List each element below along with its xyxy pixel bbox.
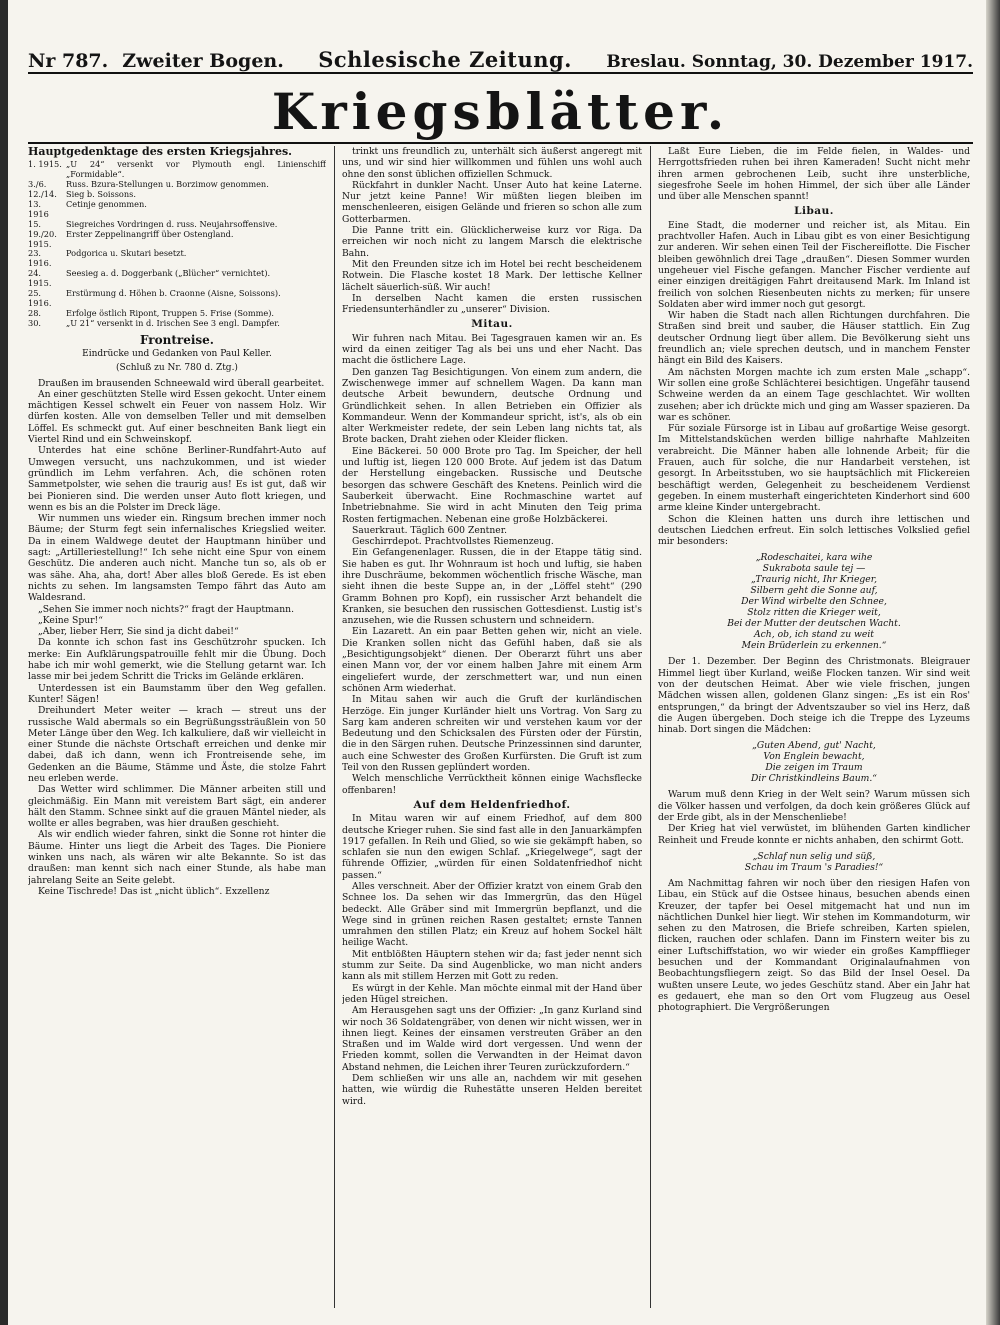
- col3-libau-body: [658, 220, 970, 548]
- chronicle-list: [28, 160, 326, 328]
- paragraph: In derselben Nacht kamen die ersten russischen Friedensunterhändler zu „unserer“ Division.: [342, 292, 642, 316]
- chronicle-entry: [28, 249, 326, 269]
- poem-lullaby: [658, 740, 970, 784]
- edition-label: Zweiter Bogen.: [122, 50, 284, 72]
- heading-libau: Libau.: [794, 205, 834, 218]
- poem-line: Ach, ob, ich stand zu weit: [754, 629, 874, 641]
- chronicle-text: Seesieg a. d. Doggerbank („Blücher“ vernichtet).: [66, 268, 271, 279]
- chronicle-text: Russ. Bzura-Stellungen u. Borzimow genommen.: [66, 179, 269, 190]
- paragraph: Sauerkraut. Täglich 600 Zentner.: [352, 524, 508, 536]
- article-body-frontreise: [28, 378, 326, 898]
- paragraph: Unterdes hat eine schöne Berliner-Rundfahrt-Auto auf Umwegen versucht, uns nachzukommen, und ist wieder gründlich im Lehm verfahren. Ach, die schönen roten Sammetpolster, wie sehen die traurig aus! Es ist gut, daß wir bei Pionieren sind. Die werden unser Auto flott kriegen, und wenn es bis an die Polster im Dreck läge.: [28, 445, 326, 513]
- article-byline: Eindrücke und Gedanken von Paul Keller.: [82, 349, 272, 359]
- col3-body-top: [658, 146, 970, 202]
- heading-heldenfriedhof: Auf dem Heldenfriedhof.: [413, 798, 571, 811]
- col3-final-body: [658, 878, 970, 1014]
- paragraph: Am Nachmittag fahren wir noch über den riesigen Hafen von Libau, ein Stück auf die Ostsee hinaus, besuchen abends einen Kreuzer, der tapfer bei Oesel mitgemacht hat und nun im nächtlichen Dunkel hier liegt. Wir stehen im Kommandoturm, wir sehen zu den Matrosen, die Briefe schreiben, Karten spielen, flicken, rauchen oder schlafen. Dann im Finstern weiter bis zu einer Luftschiffstation, wo wir wieder ein großes Kampfflieger besuchen und der Kommandant Originalaufnahmen von Beobachtungsfliegern zeigt. So das Bild der Insel Oesel. Da wußten unsere Leute, wo jedes Geschütz stand. Aber ein Jahr hat es gedauert, ehe man so den Ort vom Flugzeug aus Oesel photographiert. Die Vergrößerungen: [658, 877, 970, 1014]
- column-1: [28, 146, 326, 1308]
- paragraph: Unterdessen ist ein Baumstamm über den Weg gefallen. Kunter! Sägen!: [28, 682, 326, 705]
- chronicle-text: „U 24“ versenkt vor Plymouth engl. Linienschiff „Formidable“.: [66, 159, 326, 180]
- paragraph: Keine Tischrede! Das ist „nicht üblich“. Exzellenz: [38, 885, 270, 897]
- column-divider: [650, 146, 651, 1308]
- paragraph: Wir fuhren nach Mitau. Bei Tagesgrauen kamen wir an. Es wird da einen zeitiger Tag als bei uns und eher Nacht. Das macht die östlichere Lage.: [342, 332, 642, 367]
- chronicle-date: 24. 1915.: [28, 268, 52, 289]
- issue-date: Sonntag, 30. Dezember 1917.: [691, 52, 973, 72]
- col2-mitau-body: [342, 333, 642, 627]
- article-title-frontreise: Frontreise.: [140, 332, 214, 347]
- col3-end-body: [658, 789, 970, 845]
- chronicle-date: 23. 1916.: [28, 248, 52, 269]
- paragraph: Eine Stadt, die moderner und reicher ist, als Mitau. Ein prachtvoller Hafen. Auch in Libau gibt es von einer Besichtigung zur anderen. Wir sehen einen Teil der Fischereiflotte. Die Fischer bleiben gewöhnlich drei Tage „draußen“. Diesen Sommer wurden ungeheuer viel Fische gefangen. Mancher Fischer verdiente auf einer einzigen dreitägigen Fahrt dreitausend Mark. Im Inland ist freilich von solchen Riesenbeuten nichts zu merken; für unsere Soldaten aber wird immer noch gut gesorgt.: [658, 219, 970, 310]
- paragraph: Für soziale Fürsorge ist in Libau auf großartige Weise gesorgt. Im Mittelstandsküchen werden billige nahrhafte Mahlzeiten verabreicht. Die Männer haben alle lohnende Arbeit; für die Frauen, auch für solche, die nur Handarbeit verstehen, ist gesorgt. In Arbeitsstuben, wo sie hauptsächlich mit Flickereien beschäftigt werden, Gelegenheit zu bescheidenem Verdienst gegeben. In einem musterhaft eingerichteten Kinderhort sind 600 arme kleine Kinder untergebracht.: [658, 423, 970, 514]
- paragraph: Die Panne tritt ein. Glücklicherweise kurz vor Riga. Da erreichen wir noch nicht zu langem Marsch die elektrische Bahn.: [342, 225, 642, 259]
- paragraph: Dem schließen wir uns alle an, nachdem wir mit gesehen hatten, wie würdig die Ruhestätte unseren Helden bereitet wird.: [342, 1073, 642, 1107]
- chronicle-date: 25. 1916.: [28, 288, 52, 308]
- paragraph: trinkt uns freundlich zu, unterhält sich äußerst angeregt mit uns, und wir sind hier willkommen und fühlen uns wohl auch ohne den sonst üblichen offiziellen Schmuck.: [342, 146, 642, 180]
- poem-line: Stolz ritten die Krieger weit,: [747, 607, 881, 619]
- paragraph: Wir haben die Stadt nach allen Richtungen durchfahren. Die Straßen sind breit und sauber, die Häuser stattlich. Ein Zug deutscher Ordnung liegt über allem. Die Bevölkerung sieht uns freundlich an; viele sprechen deutsch, und in manchem Fenster hängt ein Bild des Kaisers.: [658, 310, 970, 367]
- paragraph: Das Wetter wird schlimmer. Die Männer arbeiten still und gleichmäßig. Ein Mann mit vereistem Bart sägt, ein anderer hält den Stamm. Schnee sinkt auf die grauen Mäntel nieder, als wollte er alles begraben, was hier draußen geschieht.: [28, 784, 326, 830]
- paragraph: „Keine Spur!“: [38, 614, 103, 626]
- paragraph: Wir nummen uns wieder ein. Ringsum brechen immer noch Bäume; der Sturm fegt sein infernalisches Kriegslied weiter. Da in einem Waldwege deutet der Hauptmann hinüber und sagt: „Artilleriestellung!“ Ich sehe nicht eine Spur von einem Geschütz. Die anderen auch nicht. Manche tun so, als ob er was sähe. Aha, aha, dort! Aber alles bloß Gerede. Es ist eben nichts zu sehen. Im langsamsten Tempo fährt das Auto am Waldesrand.: [28, 513, 326, 604]
- chronicle-text: „U 21“ versenkt in d. Irischen See 3 engl. Dampfer.: [66, 317, 280, 328]
- poem-line: „Schlaf nun selig und süß,: [752, 850, 876, 862]
- paragraph: „Sehen Sie immer noch nichts?“ fragt der Hauptmann.: [38, 603, 295, 615]
- section-banner: Kriegsblätter.: [271, 82, 730, 141]
- paragraph: Am nächsten Morgen machte ich zum ersten Male „schapp“. Wir sollen eine große Schlächterei besichtigen. Ungefähr tausend Schweine werden da an einem Tage geschlachtet. Wir wollten zusehen; aber ich drückte mich und ging am Wasser spazieren. Da war es schöner.: [658, 366, 970, 423]
- col2-friedhof-body: [342, 813, 642, 1107]
- masthead-left: [28, 50, 284, 72]
- chronicle-text: Erfolge östlich Ripont, Truppen 5. Frise (Somme).: [66, 307, 275, 318]
- paragraph: Mit entblößten Häuptern stehen wir da; fast jeder nennt sich stumm zur Seite. Da sind Augenblicke, wo man nicht anders kann als mit stillem Herzen mit Gott zu reden.: [342, 948, 642, 983]
- poem-line: Die zeigen im Traum: [765, 762, 863, 774]
- poem-line: Mein Brüderlein zu erkennen.“: [741, 640, 887, 652]
- paragraph: Es würgt in der Kehle. Man möchte einmal mit der Hand über jeden Hügel streichen.: [342, 982, 642, 1005]
- poem-line: Bei der Mutter der deutschen Wacht.: [727, 618, 901, 630]
- poem-line: Sukrabota saule tej —: [762, 563, 866, 575]
- chronicle-date: 30.: [28, 317, 42, 328]
- scan-left-edge: [0, 0, 8, 1325]
- paragraph: Welch menschliche Verrücktheit können einige Wachsflecke offenbaren!: [342, 773, 642, 796]
- banner-rule: [28, 142, 973, 144]
- poem-line: „Guten Abend, gut' Nacht,: [752, 740, 876, 752]
- paragraph: Laßt Eure Lieben, die im Felde fielen, in Waldes- und Herrgottsfrieden ruhen bei ihren Kameraden! Sucht nicht mehr ihren armen gebrochenen Leib, sucht ihre unsterbliche, siegesfrohe Seele im hohen Himmel, der sich über alle Länder und über alle Menschen spannt!: [658, 146, 970, 203]
- chronicle-text: Siegreiches Vordringen d. russ. Neujahrsoffensive.: [66, 218, 278, 229]
- paragraph: Den ganzen Tag Besichtigungen. Von einem zum andern, die Zwischenwege immer auf schnellem Wagen. Da kann man deutsche Arbeit bewundern, deutsche Ordnung und Gründlichkeit sehen. In allen Betrieben ein Offizier als Kommandeur. Wenn der Kommandeur spricht, ist's, als ob ein alter Werkmeister redete, der sein Leben lang nichts tat, als Brote backen, Draht ziehen oder Kleider flicken.: [342, 366, 642, 446]
- column-2: [342, 146, 642, 1308]
- place: Breslau.: [606, 52, 686, 72]
- masthead: [28, 44, 973, 74]
- paragraph: Warum muß denn Krieg in der Welt sein? Warum müssen sich die Völker hassen und verfolgen, da doch kein größeres Glück auf der Erde gibt, als in der Menschenliebe!: [658, 789, 970, 824]
- chronicle-text: Cetinje genommen.: [66, 198, 147, 209]
- chronicle-heading: Hauptgedenktage des ersten Kriegsjahres.: [28, 146, 292, 158]
- chronicle-date: 3./6.: [28, 179, 47, 190]
- poem-line: Schau im Traum 's Paradies!“: [744, 861, 884, 873]
- chronicle-date: 1. 1915.: [28, 159, 62, 170]
- chronicle-date: 15.: [28, 218, 42, 229]
- col2-lazarett-body: [342, 626, 642, 795]
- paragraph: Der 1. Dezember. Der Beginn des Christmonats. Bleigrauer Himmel liegt über Kurland, weiße Flocken tanzen. Wir sind weit von der deutschen Heimat. Aber wie viele frischen, jungen Mädchen wissen allen, goldenen Glanz singen: „Es ist ein Ros' entsprungen,“ da bringt der Adventszauber so viel ins Herz, daß die Augen übergeben. Doch steige ich die Treppe des Lyzeums hinab. Dort singen die Mädchen:: [658, 656, 970, 736]
- scan-right-edge: [986, 0, 1000, 1325]
- poem-line: Von Englein bewacht,: [763, 751, 865, 763]
- poem-line: Dir Christkindleins Baum.“: [751, 773, 877, 785]
- article-note: (Schluß zu Nr. 780 d. Ztg.): [116, 363, 238, 374]
- chronicle-text: Sieg b. Soissons.: [66, 189, 136, 200]
- paragraph: In Mitau waren wir auf einem Friedhof, auf dem 800 deutsche Krieger ruhen. Sie sind fast alle in den Januarkämpfen 1917 gefallen. In Reih und Glied, so wie sie gekämpft haben, so schlafen sie nun den ewigen Schlaf. „Kriegelwege“, sagt der führende Offizier, „würden für einen Soldatenfriedhof nicht passen.“: [342, 813, 642, 881]
- chronicle-date: 19./20. 1915.: [28, 228, 57, 249]
- col2-body-top: [342, 146, 642, 315]
- poem-line: Silbern geht die Sonne auf,: [750, 585, 878, 597]
- issue-number: Nr 787.: [28, 50, 109, 72]
- poem-line: „Rodeschaitei, kara wihe: [755, 552, 873, 564]
- paragraph: Rückfahrt in dunkler Nacht. Unser Auto hat keine Laterne. Nur jetzt keine Panne! Wir müßten liegen bleiben im menschenleeren, eisigen Gelände und frieren so schon alle zum Gotterbarmen.: [342, 179, 642, 225]
- poem-closing: [658, 851, 970, 873]
- chronicle-text: Podgorica u. Skutari besetzt.: [66, 248, 187, 259]
- paragraph: Da konnte ich schon fast ins Geschützrohr spucken. Ich merke: Ein Aufklärungspatrouille fehlt mir die Übung. Doch habe ich mir wohl gemerkt, wie die Stellung getarnt war. Ich lasse mir bei jedem Schritt die Tricks im Gelände erklären.: [28, 637, 326, 683]
- paragraph: Als wir endlich wieder fahren, sinkt die Sonne rot hinter die Bäume. Hinter uns liegt die Arbeit des Tages. Die Pioniere winken uns nach, als wären wir alte Bekannte. So ist das draußen: man kennt sich nach einer Stunde, als habe man jahrelang Seite an Seite gelebt.: [28, 829, 326, 886]
- paragraph: Der Krieg hat viel verwüstet, im blühenden Garten kindlicher Reinheit und Freude konnte er nichts anhaben, den schirmt Gott.: [658, 823, 970, 846]
- paragraph: „Aber, lieber Herr, Sie sind ja dicht dabei!“: [38, 626, 239, 638]
- paragraph: Am Herausgehen sagt uns der Offizier: „In ganz Kurland sind wir noch 36 Soldatengräber, von denen wir nicht wissen, wer in ihnen liegt. Keines der einsamen verstreuten Gräber an den Straßen und im Walde wird dort vergessen. Und wenn der Frieden kommt, sollen die Verwandten in der Heimat davon Abstand nehmen, die Leichen ihrer Teuren zurückzufordern.“: [342, 1005, 642, 1073]
- chronicle-entry: [28, 160, 326, 180]
- paragraph: Ein Gefangenenlager. Russen, die in der Etappe tätig sind. Sie haben es gut. Ihr Wohnraum ist hoch und luftig, sie haben ihre Duschräume, bekommen wöchentlich frische Wäsche, man sieht ihnen die beste Suppe an, in der „Löffel steht“ (290 Gramm Bohnen pro Kopf), ein russischer Arzt behandelt die Kranken, sie besuchen den russischen Gottesdienst. Lustig ist's anzusehen, wie die Russen schustern und schneidern.: [342, 547, 642, 627]
- chronicle-date: 28.: [28, 307, 42, 318]
- chronicle-entry: [28, 269, 326, 289]
- chronicle-entry: [28, 200, 326, 220]
- chronicle-entry: [28, 289, 326, 309]
- paragraph: Dreihundert Meter weiter — krach — streut uns der russische Wald abermals so ein Begrüßungssträußlein von 50 Meter Länge über den Weg. Ich kalkuliere, daß wir vielleicht in einer Stunde die nächste Ortschaft erreichen und denke mir dabei, daß ich dann, wenn ich Frontreisende sehe, im Gedenken an die Bäume, Stämme und Äste, die stolze Fahrt neu erleben werde.: [28, 705, 326, 784]
- chronicle-entry: [28, 230, 326, 250]
- paragraph: In Mitau sahen wir auch die Gruft der kurländischen Herzöge. Ein junger Kurländer hielt uns Vortrag. Von Sarg zu Sarg kam anderen schreiten wir und verstehen kaum vor der Bedeutung und den Schicksalen des Fürsten oder der Fürstin, die in den Särgen ruhen. Deutsche Prinzessinnen sind darunter, auch eine Schwester des Großen Kurfürsten. Die Gruft ist zum Teil von den Russen geplündert worden.: [342, 694, 642, 774]
- paragraph: Ein Lazarett. An ein paar Betten gehen wir, nicht an viele. Die Kranken sollen nicht das Gefühl haben, daß sie als „Besichtigungsobjekt“ dienen. Der Oberarzt führt uns aber einen Mann vor, der vor einem halben Jahre mit einem Arm eingeliefert wurde, der zerschmettert war, und nun einen schönen Arm wiederhat.: [342, 626, 642, 694]
- column-divider: [334, 146, 335, 1308]
- chronicle-entry: [28, 319, 326, 329]
- paragraph: Alles verschneit. Aber der Offizier kratzt von einem Grab den Schnee los. Da sehen wir das Immergrün, das den Hügel bedeckt. Alle Gräber sind mit Immergrün bepflanzt, und die Wege sind in grünen reichen Rasen gestaltet; ernste Tannen umrahmen den stillen Platz; ein Kreuz auf hohem Sockel hält heilige Wacht.: [342, 881, 642, 949]
- masthead-right: [606, 52, 973, 72]
- newspaper-name: Schlesische Zeitung.: [318, 47, 572, 72]
- paragraph: An einer geschützten Stelle wird Essen gekocht. Unter einem mächtigen Kessel schwelt ein Feuer von nassem Holz. Wir dürfen kosten. Alle von demselben Teller und mit demselben Löffel. Es schmeckt gut. Auf einer beschneiten Bank liegt ein Viertel Rind und ein Schweinskopf.: [28, 388, 326, 446]
- poem-line: Der Wind wirbelte den Schnee,: [741, 596, 887, 608]
- chronicle-text: Erster Zeppelinangriff über Ostengland.: [66, 228, 234, 239]
- paragraph: Schon die Kleinen hatten uns durch ihre lettischen und deutschen Liedchen erfreut. Ein solch lettisches Volkslied gefiel mir besonders:: [658, 513, 970, 548]
- paragraph: Mit den Freunden sitze ich im Hotel bei recht bescheidenem Rotwein. Die Flasche kostet 18 Mark. Der lettische Kellner lächelt säuerlich-süß. Wir auch!: [342, 258, 642, 293]
- chronicle-date: 13. 1916: [28, 198, 49, 219]
- column-3: [658, 146, 970, 1308]
- col3-december-body: [658, 656, 970, 735]
- paragraph: Draußen im brausenden Schneewald wird überall gearbeitet.: [38, 377, 325, 389]
- paragraph: Eine Bäckerei. 50 000 Brote pro Tag. Im Speicher, der hell und luftig ist, liegen 120 000 Brote. Auf jedem ist das Datum der Herstellung eingebacken. Russische und Deutsche besorgen das schwere Geschäft des Knetens. Peinlich wird die Sauberkeit überwacht. Eine Rochmaschine wartet auf Inbetriebnahme. Sie wird in acht Minuten den Teig prima Rosten fertigmachen. Nebenan eine große Holzbäckerei.: [342, 445, 642, 525]
- chronicle-date: 12./14.: [28, 189, 57, 200]
- chronicle-text: Erstürmung d. Höhen b. Craonne (Aisne, Soissons).: [66, 288, 281, 299]
- heading-mitau: Mitau.: [471, 318, 513, 331]
- poem-lettish: [658, 552, 970, 651]
- poem-line: „Traurig nicht, Ihr Krieger,: [750, 574, 878, 586]
- paragraph: Geschirrdepot. Prachtvollstes Riemenzeug.: [352, 536, 554, 548]
